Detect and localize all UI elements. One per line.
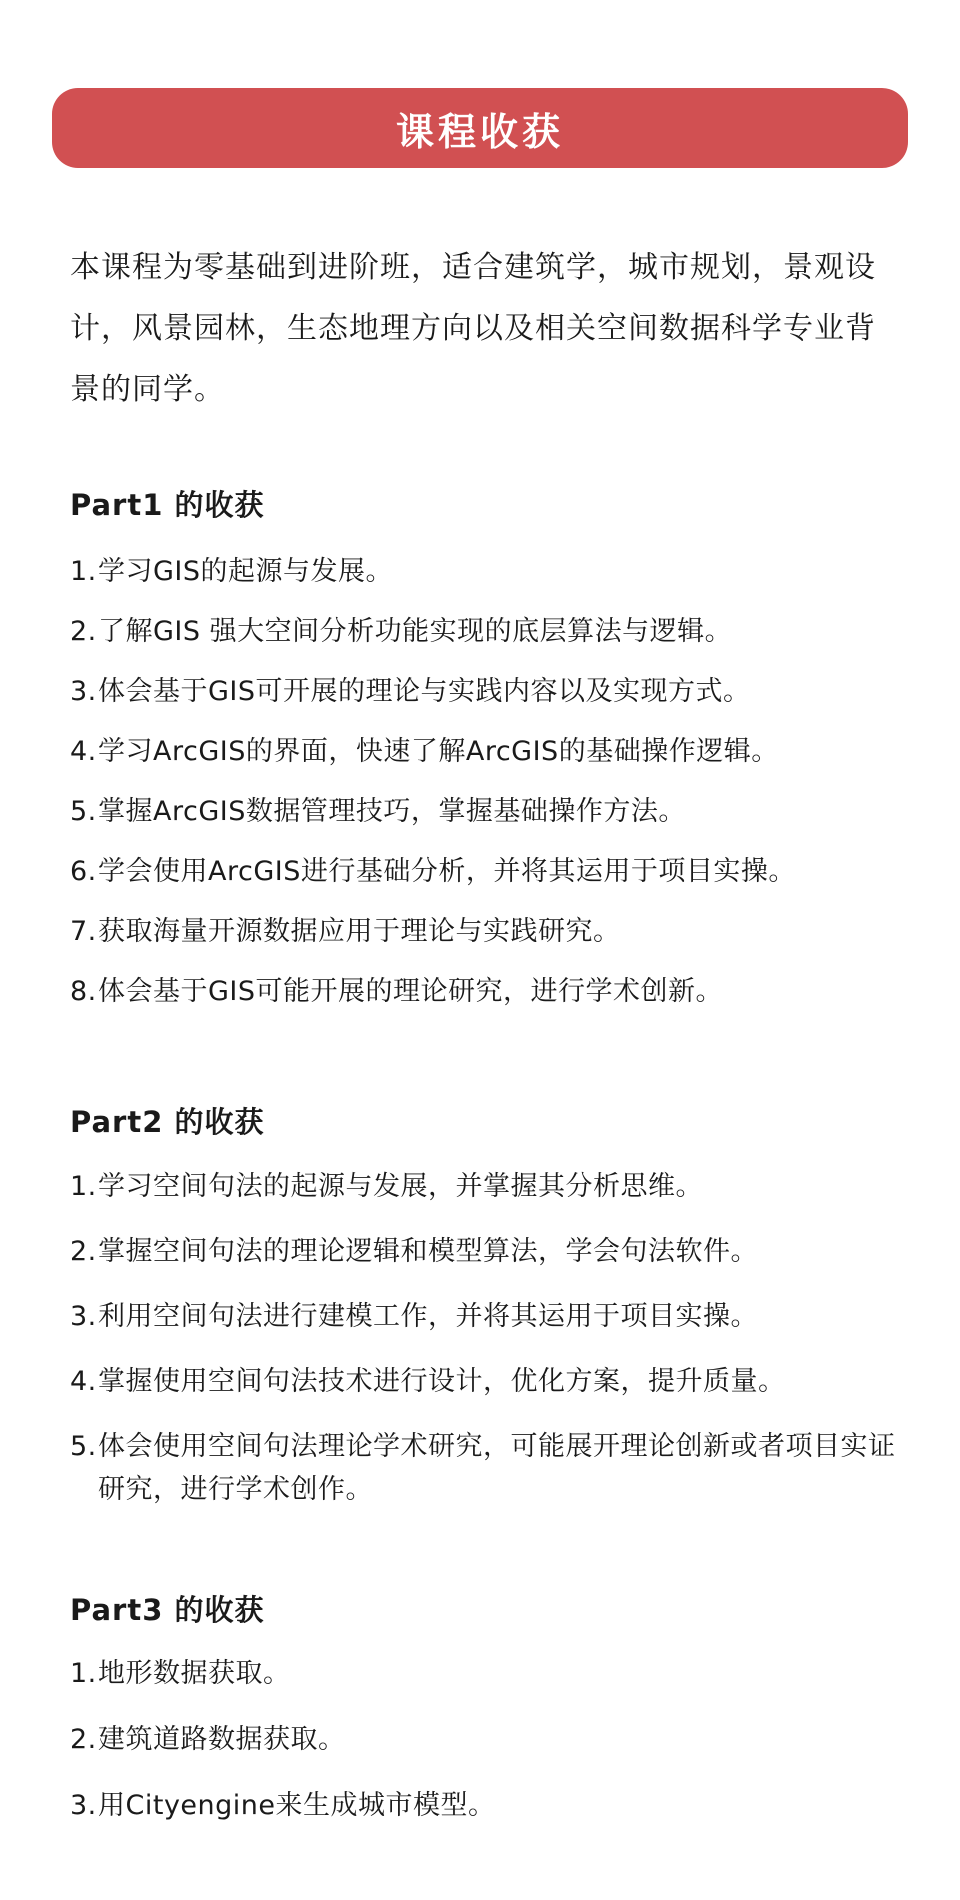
item-text: 学习ArcGIS的界面，快速了解ArcGIS的基础操作逻辑。 <box>98 736 779 767</box>
item-number: 3. <box>70 676 97 707</box>
intro-paragraph: 本课程为零基础到进阶班，适合建筑学，城市规划，景观设计，风景园林，生态地理方向以及相关空间数据科学专业背景的同学。 <box>70 250 876 407</box>
item-text: 地形数据获取。 <box>98 1658 291 1689</box>
section-title-part3: Part3 的收获 <box>70 1593 265 1627</box>
list-item <box>70 970 900 1013</box>
item-text: 建筑道路数据获取。 <box>98 1724 346 1755</box>
item-number: 2. <box>70 1724 97 1755</box>
item-number: 3. <box>70 1790 97 1821</box>
list-part3 <box>70 1652 900 1850</box>
item-number: 5. <box>70 1431 97 1462</box>
list-item <box>70 1165 900 1208</box>
item-number: 7. <box>70 916 97 947</box>
list-item <box>70 730 900 773</box>
item-number: 1. <box>70 1171 97 1202</box>
item-text: 用Cityengine来生成城市模型。 <box>98 1790 496 1821</box>
item-text: 获取海量开源数据应用于理论与实践研究。 <box>98 916 621 947</box>
list-part2 <box>70 1165 900 1533</box>
item-text: 体会基于GIS可开展的理论与实践内容以及实现方式。 <box>98 676 751 707</box>
item-text: 学习GIS的起源与发展。 <box>98 556 394 587</box>
item-number: 1. <box>70 1658 97 1689</box>
item-text: 掌握ArcGIS数据管理技巧，掌握基础操作方法。 <box>98 796 686 827</box>
item-text: 体会基于GIS可能开展的理论研究，进行学术创新。 <box>98 976 724 1007</box>
item-number: 6. <box>70 856 97 887</box>
list-item <box>70 910 900 953</box>
list-part1 <box>70 550 900 1030</box>
section-title-part1: Part1 的收获 <box>70 488 265 522</box>
list-item <box>70 1425 900 1511</box>
item-text: 体会使用空间句法理论学术研究，可能展开理论创新或者项目实证研究，进行学术创作。 <box>98 1431 896 1505</box>
list-item <box>70 550 900 593</box>
item-number: 8. <box>70 976 97 1007</box>
item-text: 掌握空间句法的理论逻辑和模型算法，学会句法软件。 <box>98 1236 758 1267</box>
list-item <box>70 610 900 653</box>
section-title-part2: Part2 的收获 <box>70 1105 265 1139</box>
item-number: 2. <box>70 616 97 647</box>
item-number: 5. <box>70 796 97 827</box>
item-text: 了解GIS 强大空间分析功能实现的底层算法与逻辑。 <box>98 616 733 647</box>
item-text: 学习空间句法的起源与发展，并掌握其分析思维。 <box>98 1171 703 1202</box>
item-number: 2. <box>70 1236 97 1267</box>
item-number: 3. <box>70 1301 97 1332</box>
page-title: 课程收获 <box>395 108 564 154</box>
list-item <box>70 1360 900 1403</box>
header-banner <box>52 88 908 168</box>
list-item <box>70 1784 900 1827</box>
list-item <box>70 1295 900 1338</box>
item-text: 学会使用ArcGIS进行基础分析，并将其运用于项目实操。 <box>98 856 796 887</box>
list-item <box>70 1718 900 1761</box>
item-text: 掌握使用空间句法技术进行设计，优化方案，提升质量。 <box>98 1366 786 1397</box>
item-number: 1. <box>70 556 97 587</box>
list-item <box>70 1652 900 1695</box>
list-item <box>70 1230 900 1273</box>
list-item <box>70 850 900 893</box>
item-text: 利用空间句法进行建模工作，并将其运用于项目实操。 <box>98 1301 758 1332</box>
item-number: 4. <box>70 736 97 767</box>
list-item <box>70 790 900 833</box>
list-item <box>70 670 900 713</box>
item-number: 4. <box>70 1366 97 1397</box>
